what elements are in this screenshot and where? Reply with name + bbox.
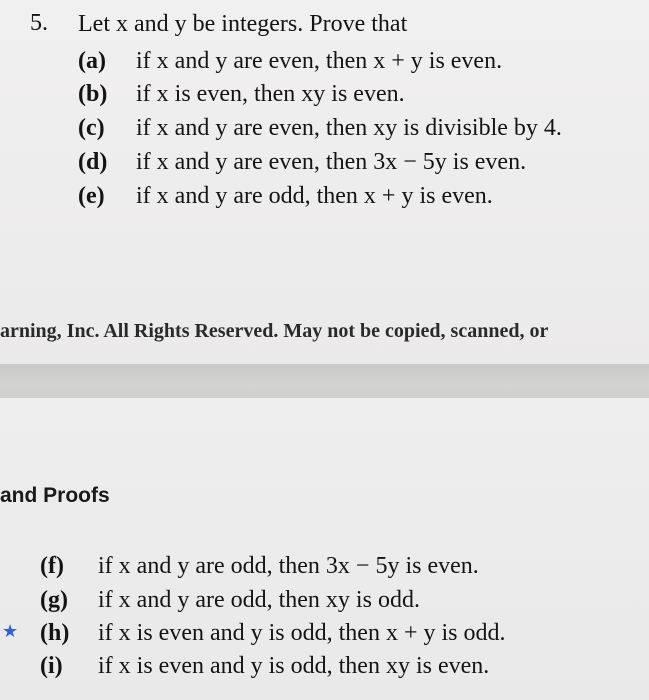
section-heading: and Proofs — [0, 484, 110, 507]
item-text: if x is even, then xy is even. — [136, 81, 405, 107]
problem-item-b — [78, 80, 405, 108]
copyright-notice: arning, Inc. All Rights Reserved. May not be copied, scanned, or — [0, 320, 549, 342]
item-label: (a) — [78, 48, 106, 74]
item-text: if x and y are even, then xy is divisible by 4. — [136, 115, 562, 141]
problem-item-f — [40, 552, 479, 580]
item-text: if x and y are odd, then x + y is even. — [136, 183, 493, 209]
item-label: (c) — [78, 115, 105, 141]
item-text: if x and y are odd, then 3x − 5y is even. — [98, 553, 479, 579]
item-label: (g) — [40, 587, 68, 613]
problem-item-g — [40, 586, 420, 614]
item-label: (f) — [40, 553, 64, 579]
item-label: (h) — [40, 620, 70, 646]
item-label: (e) — [78, 183, 105, 209]
item-text: if x is even and y is odd, then xy is even. — [98, 653, 490, 679]
item-label: (b) — [78, 81, 108, 107]
item-text: if x and y are even, then 3x − 5y is even. — [136, 149, 527, 175]
problem-item-h — [40, 619, 506, 647]
problem-item-e — [78, 182, 493, 210]
problem-number: 5. — [30, 10, 48, 36]
item-text: if x and y are even, then x + y is even. — [136, 48, 503, 74]
item-label: (i) — [40, 653, 63, 679]
problem-item-i — [40, 652, 489, 680]
page-divider-band — [0, 364, 649, 398]
item-text: if x and y are odd, then xy is odd. — [98, 587, 420, 613]
item-label: (d) — [78, 149, 108, 175]
problem-item-c — [78, 114, 562, 142]
star-icon: ★ — [2, 621, 19, 641]
item-text: if x is even and y is odd, then x + y is odd. — [98, 620, 506, 646]
problem-prompt: Let x and y be integers. Prove that — [78, 11, 408, 37]
problem-item-d — [78, 148, 526, 176]
problem-item-a — [78, 47, 502, 75]
